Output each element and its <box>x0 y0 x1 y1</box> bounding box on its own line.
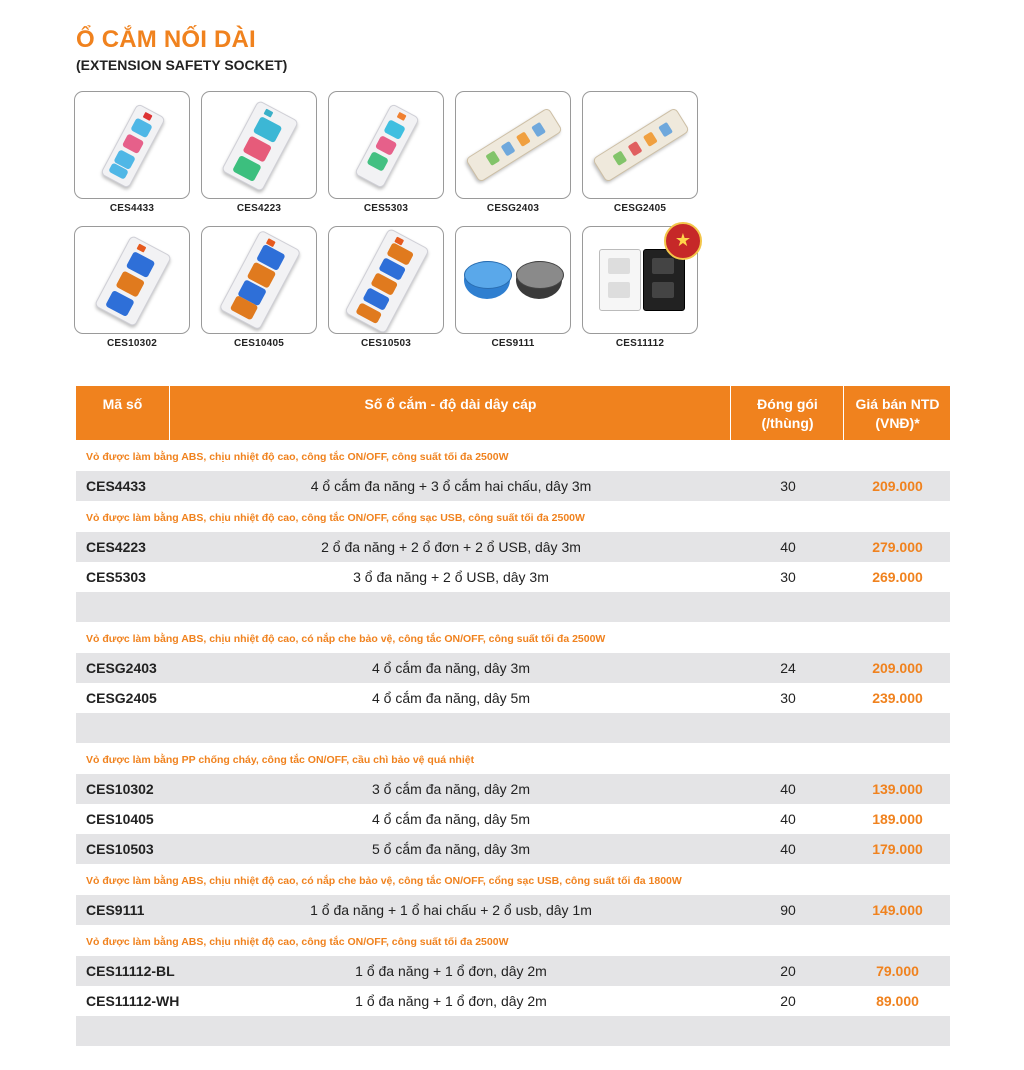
cell-code: CES4433 <box>86 478 146 494</box>
cell-desc: 4 ổ cắm đa năng + 3 ổ cắm hai chấu, dây 3m <box>310 478 592 494</box>
product-card[interactable] <box>582 91 698 214</box>
product-code: CES10302 <box>107 338 157 349</box>
product-image[interactable] <box>455 91 571 199</box>
cell-price: 209.000 <box>872 478 923 494</box>
cell-price: 239.000 <box>872 690 923 706</box>
table-row[interactable] <box>76 986 950 1016</box>
cell-desc: 4 ổ cắm đa năng, dây 3m <box>372 660 530 676</box>
table-row[interactable] <box>76 804 950 834</box>
cell-price: 189.000 <box>872 811 923 827</box>
product-image[interactable] <box>74 226 190 334</box>
cell-pack: 40 <box>780 811 796 827</box>
product-card[interactable] <box>328 91 444 214</box>
table-row[interactable] <box>76 562 950 592</box>
cell-code: CES4223 <box>86 539 146 555</box>
table-header <box>76 386 950 440</box>
cell-code: CES10405 <box>86 811 154 827</box>
table-row-empty <box>76 592 950 622</box>
cell-desc: 1 ổ đa năng + 1 ổ đơn, dây 2m <box>355 963 547 979</box>
cell-pack: 30 <box>780 569 796 585</box>
table-row[interactable] <box>76 471 950 501</box>
product-card[interactable] <box>582 226 698 349</box>
product-image[interactable] <box>201 226 317 334</box>
cell-price: 279.000 <box>872 539 923 555</box>
cell-price: 269.000 <box>872 569 923 585</box>
table-row[interactable] <box>76 532 950 562</box>
cell-pack: 24 <box>780 660 796 676</box>
cell-price: 179.000 <box>872 841 923 857</box>
product-code: CES4223 <box>236 203 282 214</box>
product-code: CES4433 <box>109 203 155 214</box>
cell-code: CES9111 <box>86 902 145 918</box>
cell-pack: 40 <box>780 841 796 857</box>
product-card[interactable] <box>201 91 317 214</box>
table-row[interactable] <box>76 834 950 864</box>
cell-code: CESG2405 <box>86 690 157 706</box>
cell-price: 89.000 <box>876 993 919 1009</box>
product-code: CES11112 <box>615 338 665 349</box>
product-card[interactable] <box>201 226 317 349</box>
cell-price: 139.000 <box>872 781 923 797</box>
section-note: Vỏ được làm bằng ABS, chịu nhiệt độ cao, công tắc ON/OFF, công suất tối đa 2500W <box>86 936 509 948</box>
section-note: Vỏ được làm bằng ABS, chịu nhiệt độ cao, công tắc ON/OFF, cổng sạc USB, công suất tối đa 2500W <box>86 512 585 524</box>
cell-code: CES10302 <box>86 781 154 797</box>
cell-pack: 20 <box>780 993 796 1009</box>
cell-code: CES5303 <box>86 569 146 585</box>
cell-code: CESG2403 <box>86 660 157 676</box>
product-card[interactable] <box>455 226 571 349</box>
cell-desc: 3 ổ đa năng + 2 ổ USB, dây 3m <box>353 569 549 585</box>
product-image[interactable] <box>74 91 190 199</box>
cell-desc: 3 ổ cắm đa năng, dây 2m <box>372 781 530 797</box>
product-image[interactable] <box>582 91 698 199</box>
product-card[interactable] <box>74 91 190 214</box>
header-pack: Đóng gói (/thùng) <box>732 386 844 440</box>
table-row-empty <box>76 713 950 743</box>
cell-desc: 4 ổ cắm đa năng, dây 5m <box>372 811 530 827</box>
cell-code: CES11112-WH <box>86 993 180 1009</box>
section-note: Vỏ được làm bằng ABS, chịu nhiệt độ cao, có nắp che bảo vệ, công tắc ON/OFF, công suất tối đa 2500W <box>86 633 606 645</box>
product-card[interactable] <box>455 91 571 214</box>
product-code: CES10503 <box>361 338 411 349</box>
product-code: CESG2405 <box>613 203 667 214</box>
section-note: Vỏ được làm bằng ABS, chịu nhiệt độ cao, công tắc ON/OFF, công suất tối đa 2500W <box>86 451 509 463</box>
table-row-empty <box>76 1016 950 1046</box>
cell-desc: 5 ổ cắm đa năng, dây 3m <box>372 841 530 857</box>
cell-desc: 1 ổ đa năng + 1 ổ đơn, dây 2m <box>355 993 547 1009</box>
table-row[interactable] <box>76 683 950 713</box>
cell-pack: 40 <box>780 781 796 797</box>
vietnam-star-badge-icon: ★ <box>664 222 702 260</box>
page-subtitle: (EXTENSION SAFETY SOCKET) <box>76 57 288 73</box>
product-image[interactable] <box>201 91 317 199</box>
cell-pack: 90 <box>780 902 796 918</box>
cell-price: 79.000 <box>876 963 919 979</box>
table-row[interactable] <box>76 774 950 804</box>
product-code: CES10405 <box>234 338 284 349</box>
header-code: Mã số <box>76 386 170 440</box>
section-note: Vỏ được làm bằng PP chống cháy, công tắc ON/OFF, cầu chì bảo vệ quá nhiệt <box>86 754 475 766</box>
product-image[interactable] <box>328 91 444 199</box>
cell-pack: 20 <box>780 963 796 979</box>
product-code: CES9111 <box>491 338 535 349</box>
table-row[interactable] <box>76 653 950 683</box>
cell-desc: 4 ổ cắm đa năng, dây 5m <box>372 690 530 706</box>
product-card[interactable] <box>328 226 444 349</box>
price-table <box>76 386 950 1046</box>
product-code: CES5303 <box>363 203 409 214</box>
table-row[interactable] <box>76 895 950 925</box>
cell-code: CES11112-BL <box>86 963 175 979</box>
product-image[interactable] <box>328 226 444 334</box>
table-row[interactable] <box>76 956 950 986</box>
product-image[interactable] <box>455 226 571 334</box>
cell-pack: 40 <box>780 539 796 555</box>
cell-desc: 2 ổ đa năng + 2 ổ đơn + 2 ổ USB, dây 3m <box>321 539 581 555</box>
section-note: Vỏ được làm bằng ABS, chịu nhiệt độ cao, có nắp che bảo vệ, công tắc ON/OFF, cổng sạc USB, công suất tối đa 1800W <box>86 875 682 887</box>
cell-pack: 30 <box>780 690 796 706</box>
header-price: Giá bán NTD (VNĐ)* <box>855 396 940 431</box>
cell-code: CES10503 <box>86 841 154 857</box>
cell-desc: 1 ổ đa năng + 1 ổ hai chấu + 2 ổ usb, dây 1m <box>310 902 592 918</box>
page-title: Ổ CẮM NỐI DÀI <box>76 26 256 53</box>
cell-price: 149.000 <box>872 902 923 918</box>
cell-price: 209.000 <box>872 660 923 676</box>
product-card[interactable] <box>74 226 190 349</box>
product-code: CESG2403 <box>486 203 540 214</box>
cell-pack: 30 <box>780 478 796 494</box>
header-desc: Số ổ cắm - độ dài dây cáp <box>171 386 731 440</box>
